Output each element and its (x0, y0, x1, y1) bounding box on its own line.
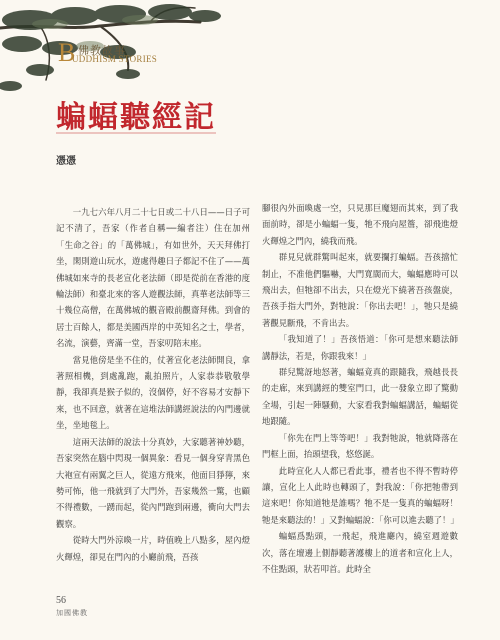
paragraph: 群見兒就群驚叫起來，就要攔打蝙蝠。吾孩擋忙制止，不准他們驅嚇，大門寬闊而大，蝙蝠應時可以飛出去，但牠卻不出去，只在燈光下繞著吾孩盤旋，吾孩手指大門外，對牠說：「你出去吧！」，牠只是繞著觀見斷飛，不肯出去。 (262, 252, 458, 328)
page-number: 56 (56, 595, 66, 606)
article-title: 蝙蝠聽經記 (56, 100, 216, 135)
paragraph: 此時宣化人人都已看此事，禮者也不得不暫時停讓，宣化上人此時也轉頭了，對我說：「你把牠帶到這來吧！你知道牠是誰嗎？牠不是一隻真的蝙蝠呀！牠是來聽法的！」又對蝙蝠說：「你可以進去聽了！」 (262, 465, 459, 525)
paragraph: 一九七六年八月二十七日或二十八日——日子可記不清了，吾家（作者自稱──編者注）住在加州「生命之谷」的「萬佛城」，有如世外，天天拜佛打坐，閑則遊山玩水，遊處得趣日子都記不住了——萬佛城如來寺的長老宣化老法師（即是從前在香港的度輪法師）和臺北來的客人遊觀法師，真華老法師等三十幾位高僧，在萬佛城的觀音殿前觀齋拜佛。到會的居士百餘人，都是美國西岸的中英知名之士，學者，名流，演藝，齊滿一堂，吾家叨陪末座。 (56, 207, 250, 349)
section-title-chinese: 佛教故事 (78, 44, 126, 57)
title-underline (56, 132, 216, 134)
article-column-left (56, 204, 250, 565)
paragraph: 從時大門外涼喚一片，時值晚上八點多，屋內燈火輝煌，卻見在門內的小廳前飛，吾孩 (56, 535, 250, 562)
paragraph: 「你先在門上等等吧！」我對牠說，牠就降落在門框上面，抬頭望我，悠悠誕。 (262, 432, 458, 460)
paragraph: 蝙蝠爲點頭，一飛起，飛進廳內，繞室週遊數次，落在壇邊上側靜聽著護樓上的道者和宣化上人，不住點頭，狀若叩首。此時全 (262, 531, 458, 574)
article-column-right (262, 200, 458, 577)
paragraph: 這兩天法師的說法十分真妙，大家聽著神妙聽，吾家突然在腦中閃現一個異象：看見一個身穿青黑色大袍宣有兩翼之巨人，從遠方飛來，他面目猙獰，來勢可怖，他一飛就到了大門外，吾家幾然一驚，也顧不得禮數，一踴而起，從內門跑到兩邊，衝向大門去觀察。 (56, 436, 250, 529)
section-initial: B (58, 38, 76, 67)
paragraph: 群兒驚訝地怒著，蝙蝠竟真的跟隨我，飛越長長的走廊，來到講經的雙室門口，此一發象立即了驚動全場，引起一陣騷動，大家看我對蝙蝠講話，蝙蝠從地跟隨。 (262, 367, 458, 427)
paragraph: 腳很內外面喚處一空，只見那巨魔翅而其來，到了我面前時，卻是小蝙蝠一隻，牠不飛向屋簷，卻飛進燈火輝煌之門內，繞我而飛。 (262, 203, 458, 246)
section-title-english: UDDHISM STORIES (72, 54, 158, 64)
publication-name: 加國佛教 (56, 609, 88, 617)
paragraph: 當見他傍是坐不住的，仗著宣化老法師開良，拿著照相機，到處亂跑，亂拍照片，人家恭恭敬敬學靜，我卻真是猴子似的，沒個停，好不容易才安靜下來，也不回意，就著在這堆法師講經說法的內門邊就坐，坐地毯上。 (56, 354, 250, 431)
article-author: 憑憑 (56, 156, 76, 167)
paragraph: 「我知道了！」吾孩悟道：「你可是想來聽法師講靜法，若是，你跟我來！」 (262, 334, 458, 361)
